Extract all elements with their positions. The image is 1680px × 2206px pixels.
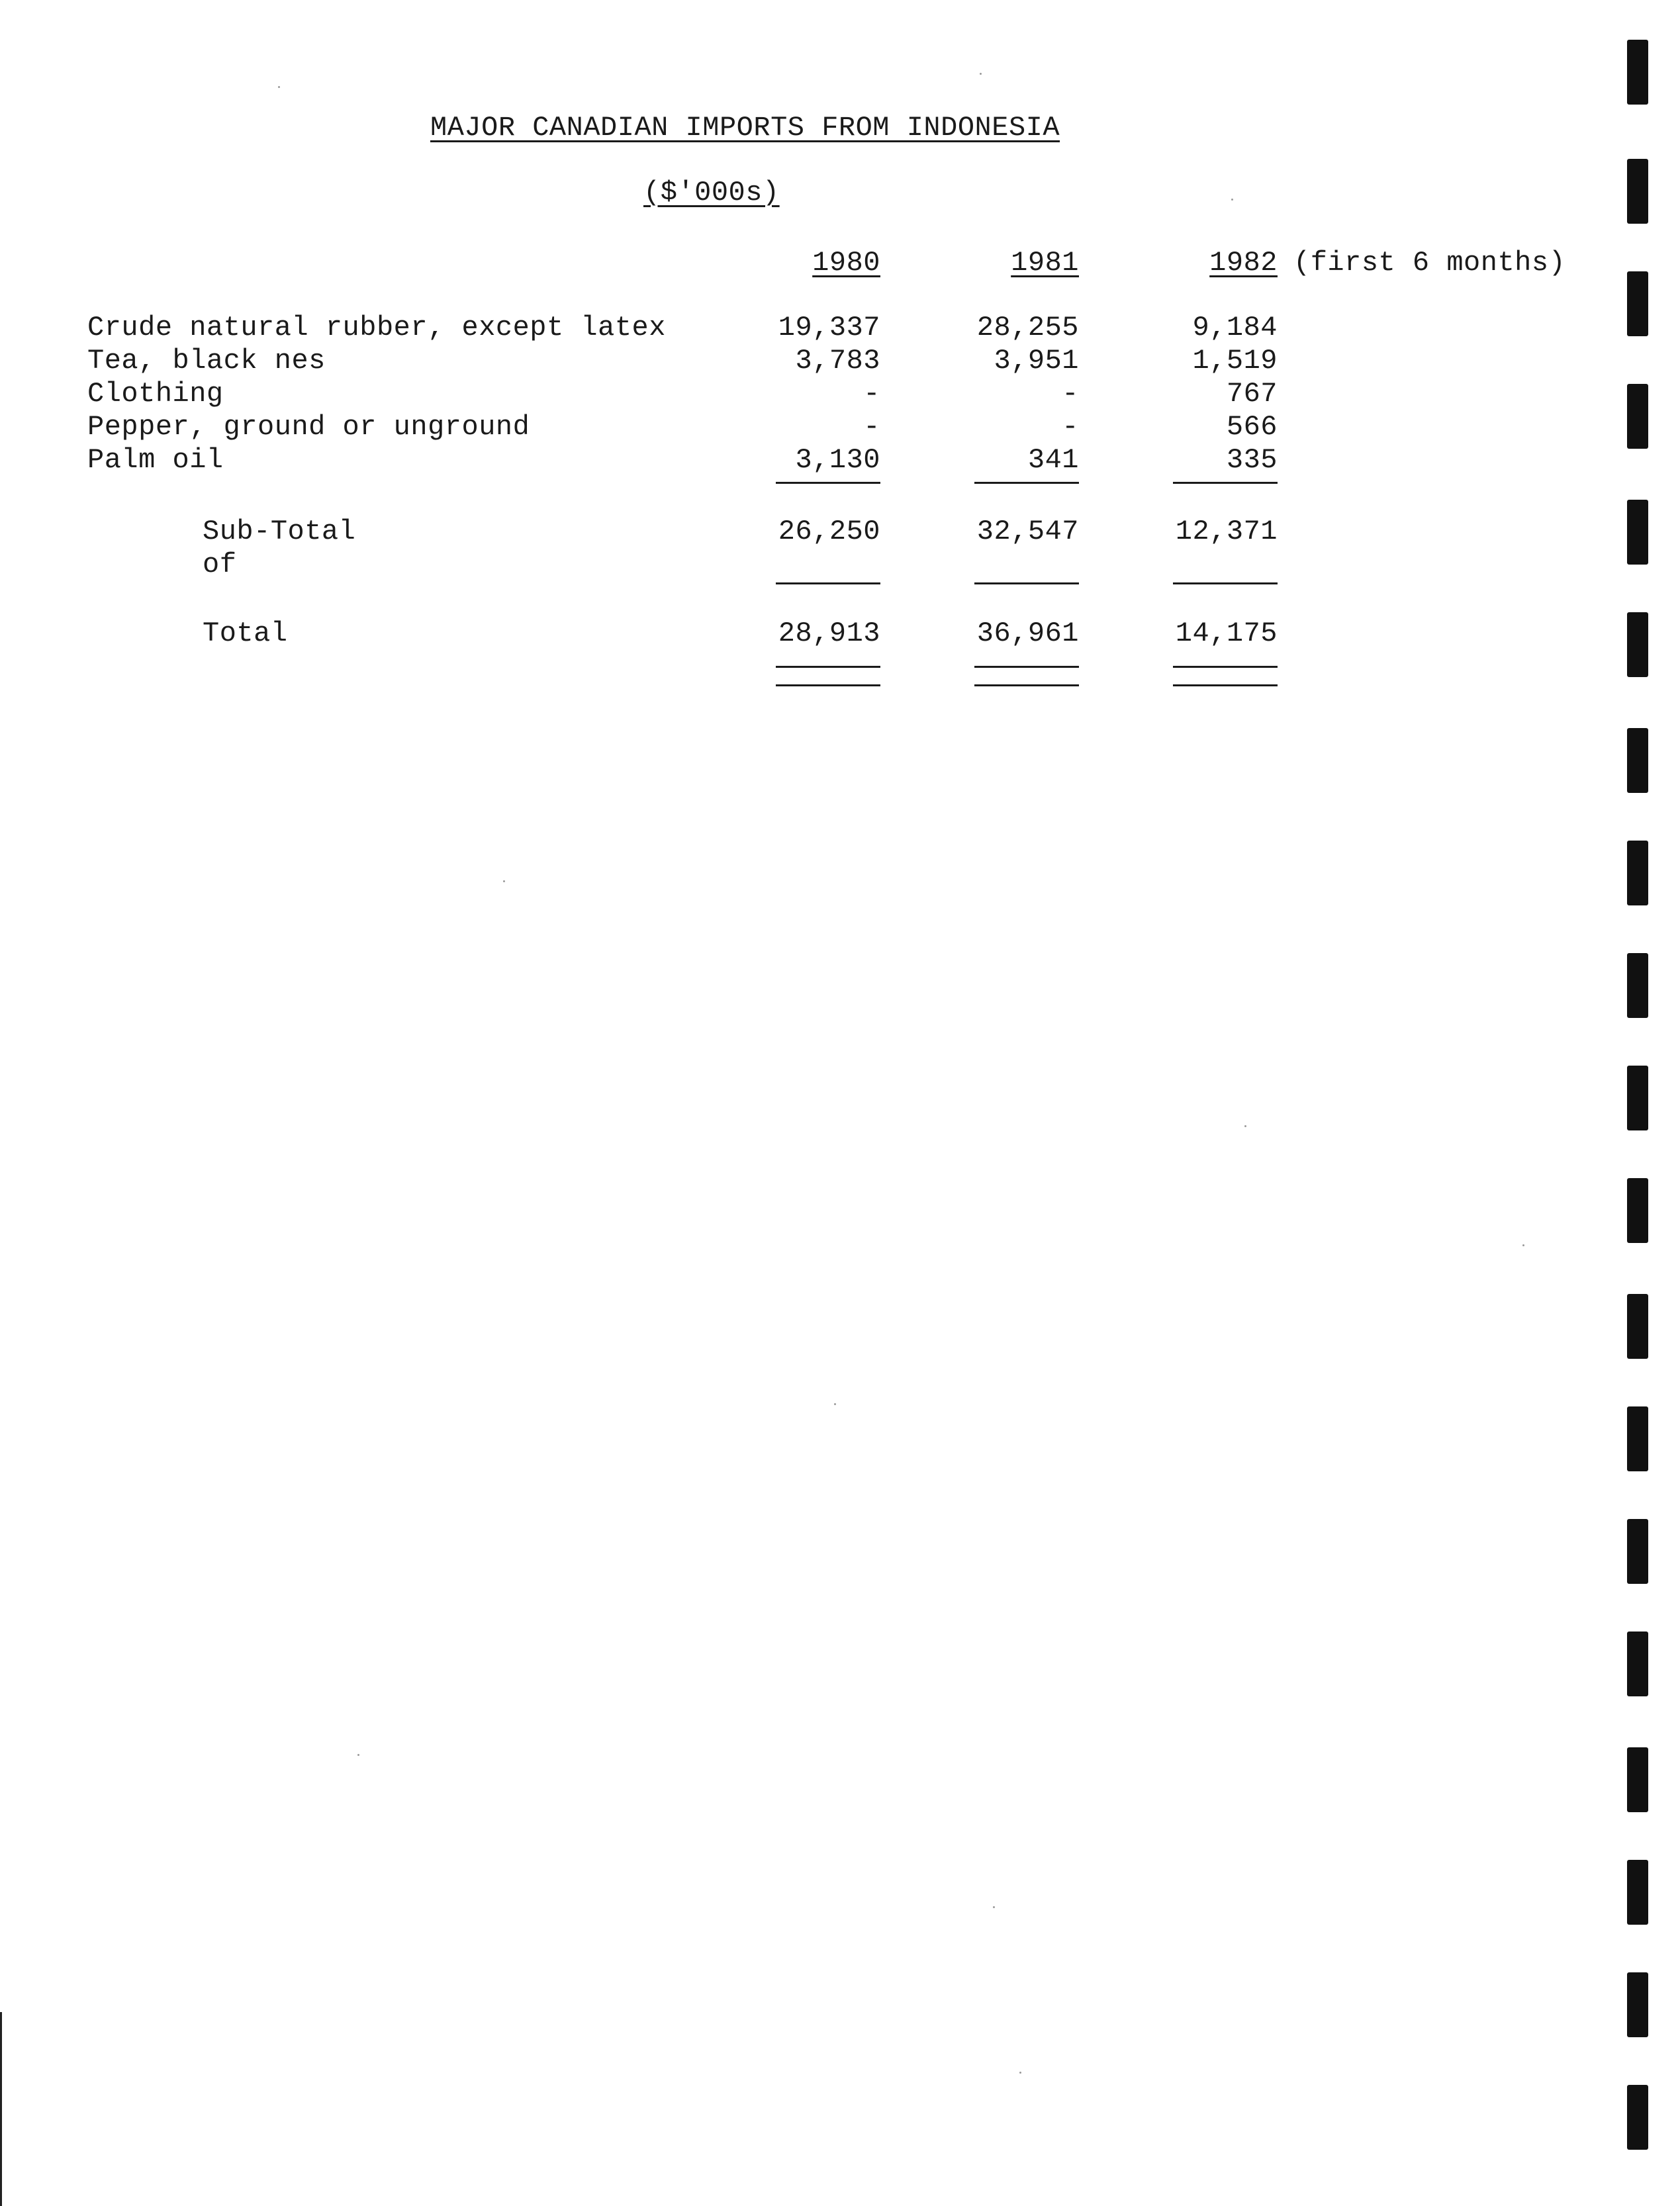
- subtotal-1982: 12,371: [1175, 516, 1278, 547]
- scan-speck: [1231, 199, 1233, 201]
- scan-speck: [1244, 1125, 1246, 1127]
- cell-pepper-1982: 566: [1226, 411, 1278, 443]
- binder-mark: [1627, 1178, 1648, 1243]
- binder-mark: [1627, 953, 1648, 1018]
- scan-speck: [278, 86, 280, 88]
- scan-speck: [834, 1403, 836, 1405]
- subtotal-label-of: of: [203, 549, 237, 580]
- total-label: Total: [203, 618, 288, 649]
- cell-rubber-1980: 19,337: [778, 312, 880, 344]
- binder-mark: [1627, 1519, 1648, 1584]
- subtotal-1981: 32,547: [976, 516, 1079, 547]
- row-label-clothing: Clothing: [87, 378, 224, 410]
- cell-clothing-1980: -: [863, 378, 880, 410]
- binder-mark: [1627, 1972, 1648, 2037]
- binder-mark: [1627, 1632, 1648, 1696]
- binder-mark: [1627, 500, 1648, 565]
- cell-tea-1982: 1,519: [1192, 345, 1278, 377]
- cell-pepper-1981: -: [1062, 411, 1079, 443]
- binder-mark: [1627, 1294, 1648, 1359]
- row-label-tea: Tea, black nes: [87, 345, 326, 377]
- scan-speck: [1522, 1244, 1524, 1246]
- total-double-rule-1980-a: [776, 666, 880, 668]
- cell-clothing-1982: 767: [1226, 378, 1278, 410]
- document-title: MAJOR CANADIAN IMPORTS FROM INDONESIA: [430, 112, 1060, 144]
- binder-mark: [1627, 1066, 1648, 1130]
- cell-rubber-1981: 28,255: [976, 312, 1079, 344]
- total-double-rule-1982-b: [1173, 684, 1278, 686]
- scan-speck: [1019, 2072, 1021, 2074]
- cell-palm-oil-1982: 335: [1226, 444, 1278, 476]
- subtotal-rule-1980: [776, 482, 880, 484]
- binder-mark: [1627, 1747, 1648, 1812]
- binder-mark: [1627, 384, 1648, 449]
- row-label-palm-oil: Palm oil: [87, 444, 224, 476]
- cell-palm-oil-1981: 341: [1027, 444, 1079, 476]
- subtotal-label: Sub-Total: [203, 516, 356, 547]
- cell-palm-oil-1980: 3,130: [795, 444, 880, 476]
- column-header-1982-note: (first 6 months): [1293, 247, 1566, 279]
- scan-speck: [503, 880, 505, 882]
- subtotal-rule-1982: [1173, 482, 1278, 484]
- binder-mark: [1627, 841, 1648, 905]
- binder-mark: [1627, 1406, 1648, 1471]
- of-rule-1981: [974, 582, 1079, 584]
- of-rule-1982: [1173, 582, 1278, 584]
- units-label: ($'000s): [643, 177, 780, 208]
- row-label-pepper: Pepper, ground or unground: [87, 411, 530, 443]
- column-header-1981: 1981: [1011, 247, 1079, 279]
- binder-mark: [1627, 728, 1648, 793]
- subtotal-1980: 26,250: [778, 516, 880, 547]
- cell-tea-1981: 3,951: [994, 345, 1079, 377]
- total-double-rule-1980-b: [776, 684, 880, 686]
- scan-speck: [980, 73, 982, 75]
- scan-speck: [993, 1906, 995, 1908]
- column-header-1980: 1980: [812, 247, 880, 279]
- binder-mark: [1627, 159, 1648, 224]
- binder-mark: [1627, 2085, 1648, 2150]
- total-1982: 14,175: [1175, 618, 1278, 649]
- of-rule-1980: [776, 582, 880, 584]
- binder-mark: [1627, 1860, 1648, 1925]
- binder-mark: [1627, 612, 1648, 677]
- binder-mark: [1627, 271, 1648, 336]
- row-label-rubber: Crude natural rubber, except latex: [87, 312, 666, 344]
- left-margin-line: [0, 2012, 2, 2206]
- column-header-1982: 1982: [1209, 247, 1278, 279]
- total-1981: 36,961: [976, 618, 1079, 649]
- cell-clothing-1981: -: [1062, 378, 1079, 410]
- cell-rubber-1982: 9,184: [1192, 312, 1278, 344]
- total-1980: 28,913: [778, 618, 880, 649]
- scan-speck: [357, 1754, 359, 1756]
- binder-mark: [1627, 40, 1648, 105]
- cell-pepper-1980: -: [863, 411, 880, 443]
- total-double-rule-1981-b: [974, 684, 1079, 686]
- cell-tea-1980: 3,783: [795, 345, 880, 377]
- total-double-rule-1981-a: [974, 666, 1079, 668]
- subtotal-rule-1981: [974, 482, 1079, 484]
- total-double-rule-1982-a: [1173, 666, 1278, 668]
